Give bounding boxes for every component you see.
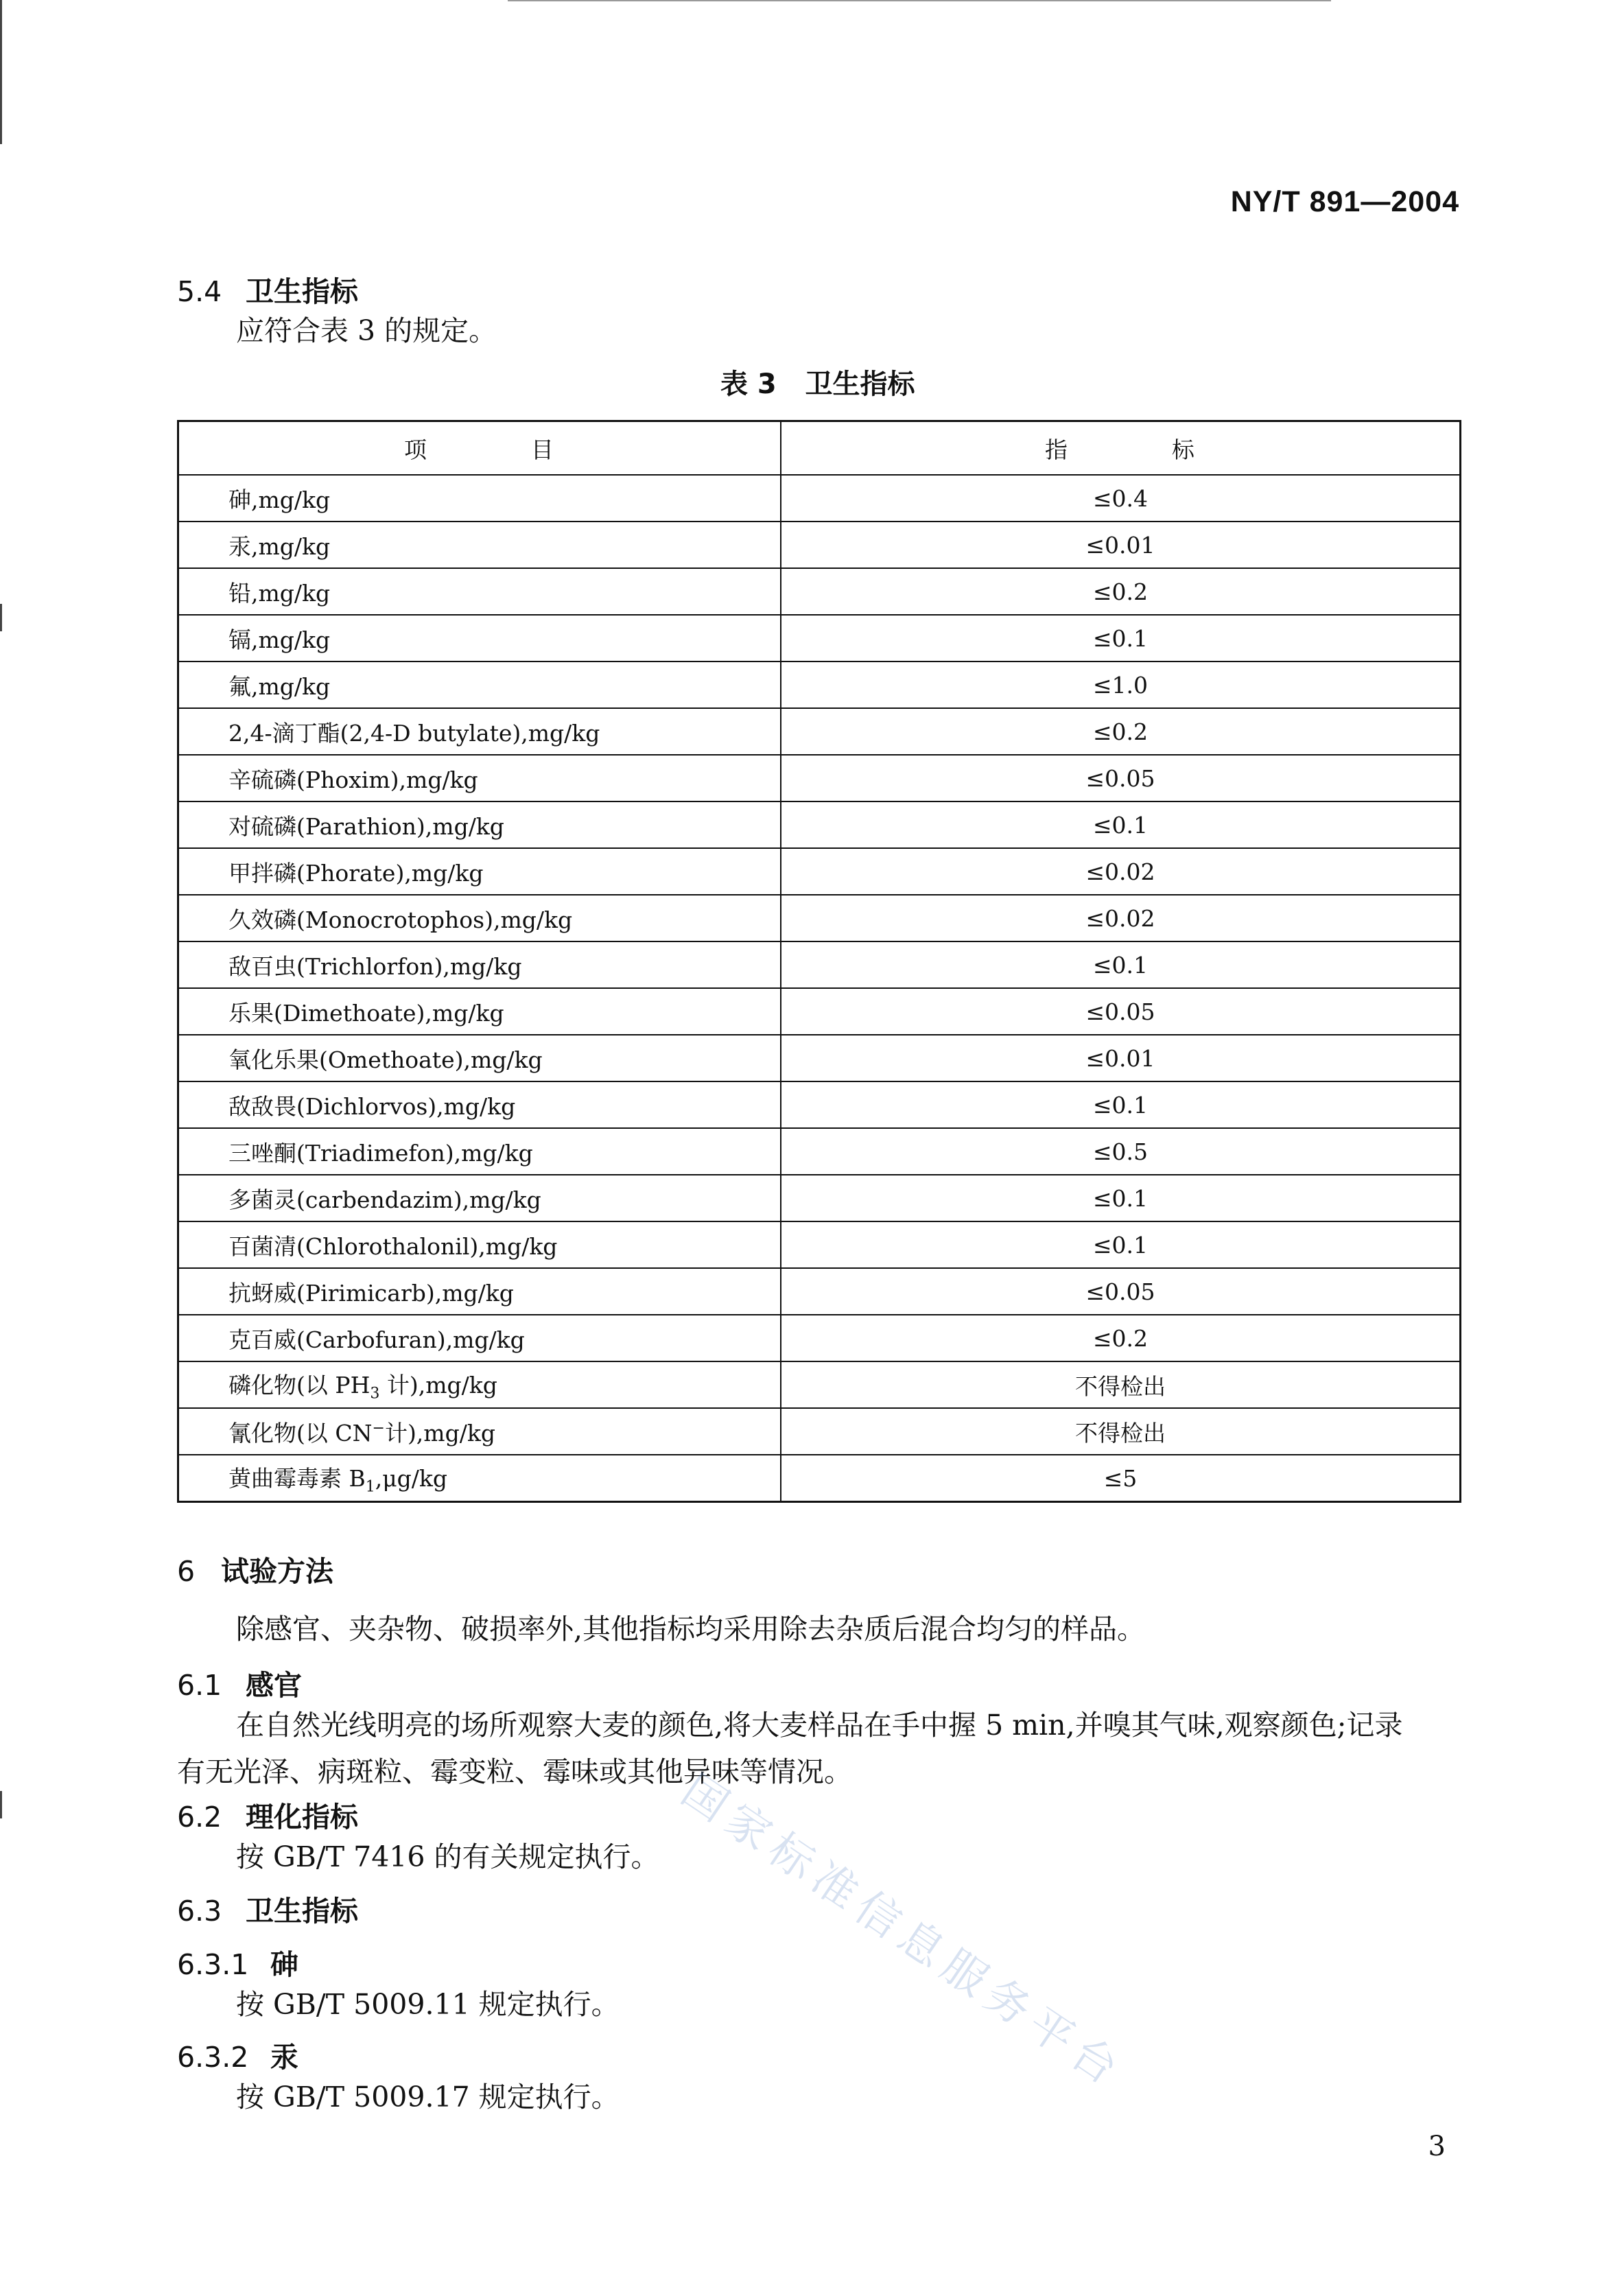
- table-row: [178, 895, 1461, 941]
- item-cell: 对硫磷(Parathion),mg/kg: [178, 801, 781, 848]
- section-title: 卫生指标: [246, 1895, 358, 1928]
- item-cell: 甲拌磷(Phorate),mg/kg: [178, 848, 781, 895]
- value-cell: ≤0.05: [781, 755, 1461, 801]
- value-cell: ≤0.01: [781, 522, 1461, 568]
- section-number: 6: [177, 1555, 196, 1588]
- table-row: [178, 708, 1461, 755]
- section-6-1-line1: 在自然光线明亮的场所观察大麦的颜色,将大麦样品在手中握 5 min,并嗅其气味,观察颜色;记录: [236, 1709, 1403, 1742]
- table-row: [178, 801, 1461, 848]
- table-header-row: [178, 421, 1461, 476]
- value-cell: ≤0.01: [781, 1035, 1461, 1081]
- table-row: [178, 755, 1461, 801]
- phosphide-label-pre: 磷化物(以 PH: [228, 1371, 370, 1398]
- table-row: [178, 1315, 1461, 1361]
- value-cell: ≤0.1: [781, 941, 1461, 988]
- cyanide-label-post: 计),mg/kg: [384, 1419, 495, 1447]
- value-cell: ≤0.1: [781, 1081, 1461, 1128]
- table-row: [178, 941, 1461, 988]
- value-cell: ≤0.05: [781, 988, 1461, 1035]
- item-cell: 镉,mg/kg: [178, 615, 781, 662]
- item-cell: 克百威(Carbofuran),mg/kg: [178, 1315, 781, 1361]
- item-cell: 三唑酮(Triadimefon),mg/kg: [178, 1128, 781, 1175]
- aflatoxin-subscript: 1: [365, 1478, 375, 1496]
- top-rule: [508, 0, 1331, 1]
- item-cell: 氧化乐果(Omethoate),mg/kg: [178, 1035, 781, 1081]
- table-row: [178, 1221, 1461, 1268]
- section-number: 6.1: [177, 1669, 222, 1702]
- item-cell: 多菌灵(carbendazim),mg/kg: [178, 1175, 781, 1221]
- item-cell: 乐果(Dimethoate),mg/kg: [178, 988, 781, 1035]
- section-title: 试验方法: [221, 1555, 333, 1588]
- aflatoxin-label-post: ,μg/kg: [375, 1464, 448, 1492]
- item-cell: 铅,mg/kg: [178, 568, 781, 615]
- table-row: [178, 522, 1461, 568]
- table-row: [178, 848, 1461, 895]
- cyanide-superscript: −: [372, 1419, 385, 1437]
- section-title: 汞: [270, 2041, 298, 2074]
- section-6-1-heading: [177, 1663, 302, 1703]
- page-number: 3: [1428, 2131, 1446, 2162]
- item-cell: 敌敌畏(Dichlorvos),mg/kg: [178, 1081, 781, 1128]
- value-cell: ≤0.4: [781, 475, 1461, 522]
- section-6-3-1-text: 按 GB/T 5009.11 规定执行。: [236, 1988, 620, 2021]
- table-row: [178, 568, 1461, 615]
- section-6-3-2-text: 按 GB/T 5009.17 规定执行。: [236, 2081, 620, 2114]
- value-cell: ≤0.1: [781, 1221, 1461, 1268]
- section-6-1-line2: 有无光泽、病斑粒、霉变粒、霉味或其他异味等情况。: [177, 1755, 852, 1788]
- value-cell: ≤0.1: [781, 615, 1461, 662]
- item-cell: 敌百虫(Trichlorfon),mg/kg: [178, 941, 781, 988]
- table-row: [178, 988, 1461, 1035]
- item-cell: 氟,mg/kg: [178, 662, 781, 708]
- section-6-3-1-heading: [177, 1942, 298, 1982]
- item-cell: [178, 1361, 781, 1408]
- section-number: 5.4: [177, 275, 222, 308]
- section-number: 6.3.1: [177, 1948, 249, 1981]
- column-header-item: 项 目: [178, 421, 781, 476]
- section-5-4-heading: [177, 269, 358, 309]
- item-cell: 百菌清(Chlorothalonil),mg/kg: [178, 1221, 781, 1268]
- section-number: 6.2: [177, 1801, 222, 1834]
- value-cell: ≤0.5: [781, 1128, 1461, 1175]
- column-header-value: 指 标: [781, 421, 1461, 476]
- table-row: [178, 1268, 1461, 1315]
- table-row: [178, 475, 1461, 522]
- value-cell: ≤0.2: [781, 568, 1461, 615]
- table-row: [178, 1128, 1461, 1175]
- table-row: [178, 1455, 1461, 1502]
- value-cell: ≤0.05: [781, 1268, 1461, 1315]
- section-6-3-heading: [177, 1888, 358, 1929]
- item-cell: 汞,mg/kg: [178, 522, 781, 568]
- cyanide-label-pre: 氰化物(以 CN: [228, 1419, 373, 1447]
- item-cell: 抗蚜威(Pirimicarb),mg/kg: [178, 1268, 781, 1315]
- section-6-heading: [177, 1549, 333, 1589]
- table-caption: 表 3 卫生指标: [720, 368, 915, 400]
- section-5-4-text: 应符合表 3 的规定。: [236, 314, 497, 347]
- table-row: [178, 1175, 1461, 1221]
- table-row: [178, 1035, 1461, 1081]
- section-title: 感官: [246, 1669, 302, 1702]
- section-title: 砷: [270, 1948, 298, 1981]
- table-row: [178, 662, 1461, 708]
- table-row: [178, 1408, 1461, 1455]
- section-6-2-heading: [177, 1794, 358, 1835]
- value-cell: ≤0.1: [781, 801, 1461, 848]
- value-cell: ≤0.2: [781, 708, 1461, 755]
- hygiene-index-table: [177, 420, 1461, 1503]
- value-cell: ≤0.02: [781, 895, 1461, 941]
- margin-mark: [0, 1791, 2, 1818]
- value-cell: ≤5: [781, 1455, 1461, 1502]
- watermark: 国家标准信息服务平台: [672, 1765, 1133, 2099]
- item-cell: 辛硫磷(Phoxim),mg/kg: [178, 755, 781, 801]
- value-cell: ≤0.1: [781, 1175, 1461, 1221]
- item-cell: 久效磷(Monocrotophos),mg/kg: [178, 895, 781, 941]
- table-row: [178, 1361, 1461, 1408]
- value-cell: ≤0.2: [781, 1315, 1461, 1361]
- section-6-text: 除感官、夹杂物、破损率外,其他指标均采用除去杂质后混合均匀的样品。: [236, 1613, 1146, 1646]
- section-number: 6.3: [177, 1895, 222, 1928]
- section-title: 卫生指标: [246, 275, 358, 308]
- item-cell: 砷,mg/kg: [178, 475, 781, 522]
- section-6-3-2-heading: [177, 2035, 298, 2075]
- item-cell: 2,4-滴丁酯(2,4-D butylate),mg/kg: [178, 708, 781, 755]
- value-cell: 不得检出: [781, 1361, 1461, 1408]
- table-row: [178, 615, 1461, 662]
- value-cell: ≤1.0: [781, 662, 1461, 708]
- margin-mark: [0, 0, 2, 144]
- standard-code: NY/T 891—2004: [1230, 185, 1459, 218]
- phosphide-label-post: 计),mg/kg: [379, 1371, 497, 1398]
- aflatoxin-label-pre: 黄曲霉毒素 B: [228, 1464, 366, 1492]
- table-row: [178, 1081, 1461, 1128]
- item-cell: [178, 1455, 781, 1502]
- phosphide-subscript: 3: [370, 1385, 380, 1403]
- section-number: 6.3.2: [177, 2041, 249, 2074]
- value-cell: ≤0.02: [781, 848, 1461, 895]
- section-6-2-text: 按 GB/T 7416 的有关规定执行。: [236, 1840, 659, 1873]
- section-title: 理化指标: [246, 1801, 358, 1834]
- item-cell: [178, 1408, 781, 1455]
- margin-mark: [0, 604, 2, 631]
- value-cell: 不得检出: [781, 1408, 1461, 1455]
